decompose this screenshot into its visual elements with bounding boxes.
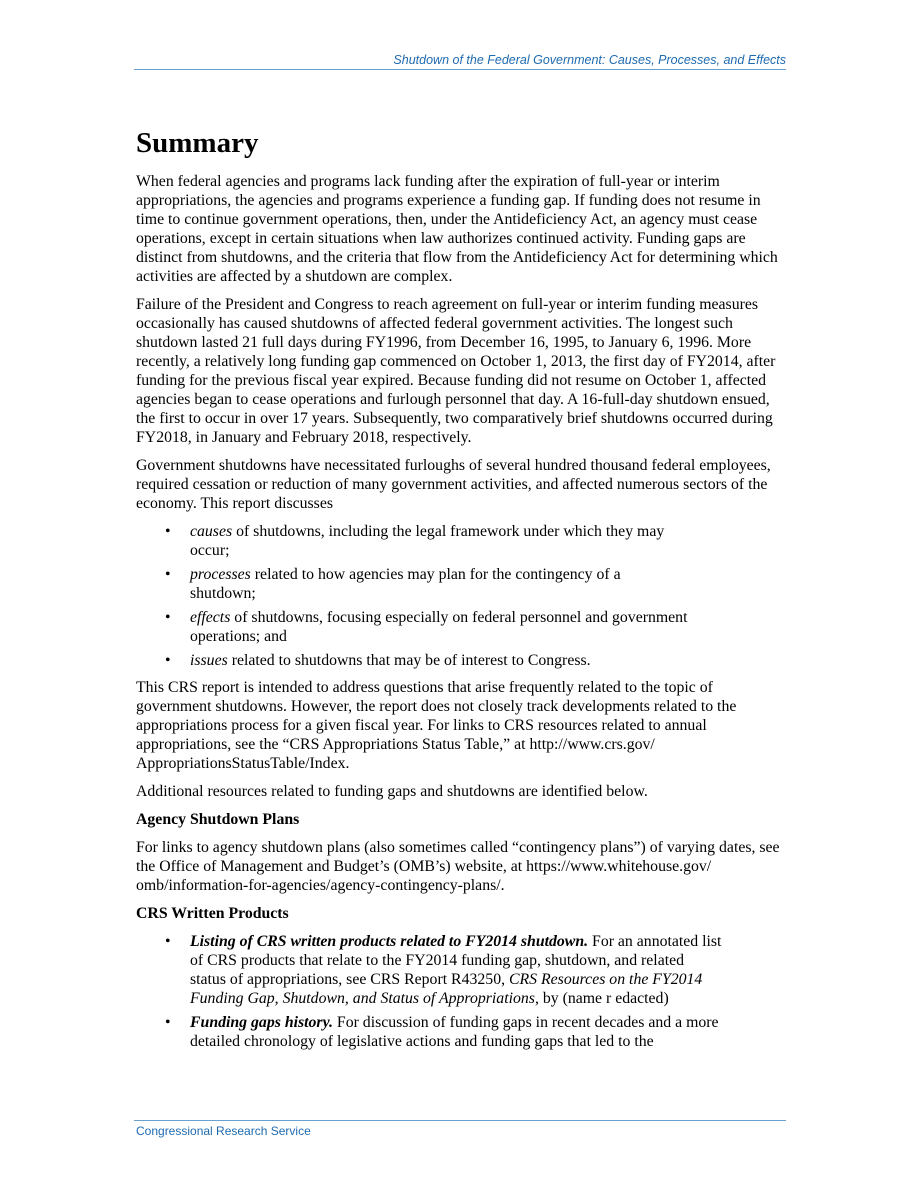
agency-plans-heading: Agency Shutdown Plans [136, 811, 300, 828]
crs-products-heading: CRS Written Products [136, 905, 289, 922]
bullet-icon: • [165, 652, 171, 669]
topic-term: issues [190, 652, 228, 669]
product-text: For an annotated list of CRS products that relate to the FY2014 funding gap, shutdown, and related status of appropriations, see CRS Report R43250, [190, 933, 722, 988]
topic-text: related to how agencies may plan for the contingency of a shutdown; [190, 566, 621, 602]
topic-item-issues [136, 651, 786, 670]
product-title: CRS Resources on the FY2014 Funding Gap, Shutdown, and Status of Appropriations [190, 971, 703, 1007]
topic-term: causes [190, 523, 233, 540]
summary-heading: Summary [136, 127, 259, 159]
bullet-icon: • [165, 1014, 171, 1031]
product-text: For discussion of funding gaps in recent decades and a more detailed chronology of legislative actions and funding gaps that led to the [190, 1014, 719, 1050]
topic-text: of shutdowns, focusing especially on federal personnel and government operations; and [190, 609, 688, 645]
topic-text: of shutdowns, including the legal framework under which they may occur; [190, 523, 665, 559]
running-header-title: Shutdown of the Federal Government: Causes, Processes, and Effects [393, 53, 786, 67]
scope-paragraph: This CRS report is intended to address questions that arise frequently related to the topic of government shutdowns. However, the report does not closely track developments related to the appropriations process for a given fiscal year. For links to CRS resources related to annual appropriations, see the “CRS Appropriations Status Table,” at http://www.crs.gov/ AppropriationsStatusTable/Index. [136, 679, 737, 772]
topic-item-processes [136, 565, 786, 603]
bullet-icon: • [165, 609, 171, 626]
resources-intro: Additional resources related to funding gaps and shutdowns are identified below. [136, 783, 648, 800]
footer-organization: Congressional Research Service [136, 1124, 311, 1138]
topic-item-effects [136, 608, 786, 646]
product-author: , by (name r edacted) [534, 990, 669, 1007]
header-rule [134, 69, 786, 70]
summary-paragraph-3: Government shutdowns have necessitated furloughs of several hundred thousand federal employees, required cessation or reduction of many government activities, and affected numerous sectors of the economy. This report discusses [136, 457, 771, 512]
summary-paragraph-1: When federal agencies and programs lack funding after the expiration of full-year or interim appropriations, the agencies and programs experience a funding gap. If funding does not resume in time to continue government operations, then, under the Antideficiency Act, an agency must cease operations, except in certain situations when law authorizes continued activity. Funding gaps are distinct from shutdowns, and the criteria that flow from the Antideficiency Act for determining which activities are affected by a shutdown are complex. [136, 173, 778, 285]
bullet-icon: • [165, 933, 171, 950]
summary-paragraph-2: Failure of the President and Congress to reach agreement on full-year or interim funding measures occasionally has caused shutdowns of affected federal government activities. The longest such shutdown lasted 21 full days during FY1996, from December 16, 1995, to January 6, 1996. More recently, a relatively long funding gap commenced on October 1, 2013, the first day of FY2014, after funding for the previous fiscal year expired. Because funding did not resume on October 1, affected agencies began to cease operations and furlough personnel that day. A 16-full-day shutdown ensued, the first to occur in over 17 years. Subsequently, two comparatively brief shutdowns occurred during FY2018, in January and February 2018, respectively. [136, 296, 776, 446]
product-lead: Funding gaps history. [190, 1014, 333, 1031]
topic-item-causes [136, 522, 786, 560]
crs-products-list [136, 932, 786, 1051]
crs-product-item [136, 1013, 786, 1051]
footer-rule [134, 1120, 786, 1121]
bullet-icon: • [165, 566, 171, 583]
agency-plans-text: For links to agency shutdown plans (also sometimes called “contingency plans”) of varying dates, see the Office of Management and Budget’s (OMB’s) website, at https://www.whitehouse.gov/ omb/information-for-agencies/agency-contingency-plans/. [136, 839, 780, 894]
topic-term: processes [190, 566, 251, 583]
topic-text: related to shutdowns that may be of interest to Congress. [227, 652, 591, 669]
product-lead: Listing of CRS written products related to FY2014 shutdown. [190, 933, 589, 950]
bullet-icon: • [165, 523, 171, 540]
summary-section [136, 124, 786, 1059]
topics-list [136, 522, 786, 670]
crs-product-item [136, 932, 786, 1008]
topic-term: effects [190, 609, 231, 626]
